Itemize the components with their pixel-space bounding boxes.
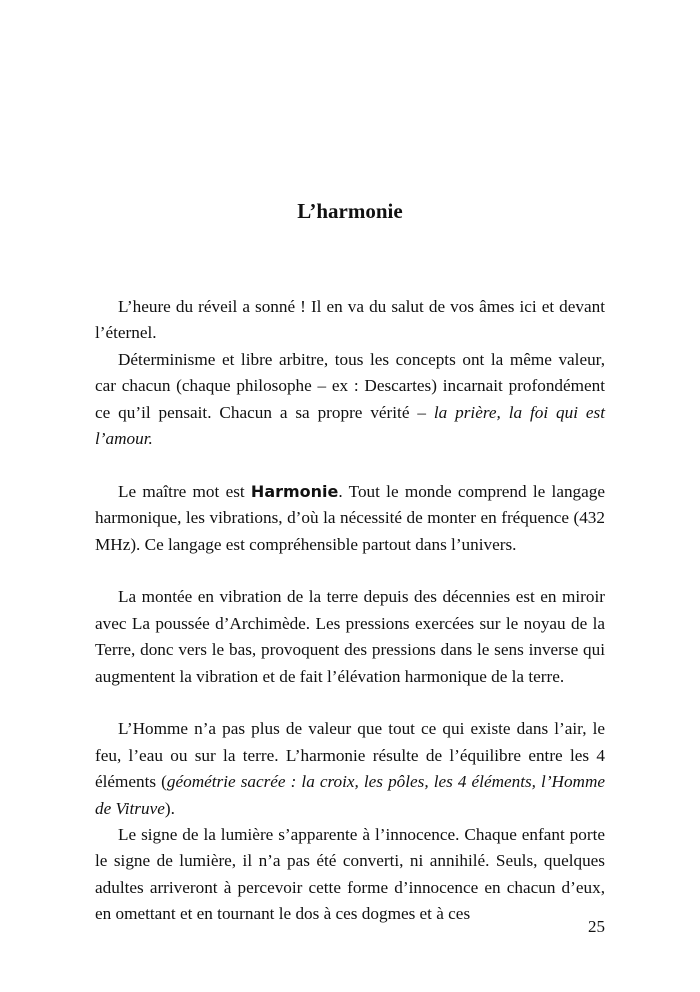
paragraph-text: L’Homme n’a pas plus de valeur que tout ce qui existe dans l’air, le feu, l’eau ou sur la terre. L’harmonie résulte de l’équilibre entre les 4 éléments ( [95,719,605,792]
italic-phrase: géométrie sacrée : la croix, les pôles, les 4 éléments, l’Homme de Vitruve [95,772,606,818]
paragraph-text: . Tout le monde comprend le langage harmonique, les vibrations, d’où la nécessité de monter en fréquence (432 MHz). Ce langage est compréhensible partout dans l’univers. [95,481,605,554]
paragraph-2 [95,347,605,453]
paragraph-3 [95,479,605,558]
paragraph-text: Déterminisme et libre arbitre, tous les concepts ont la même valeur, car chacun (chaque philosophe – ex : Descartes) incarnait profondément ce qu’il pensait. Chacun a sa propre vérité – [95,349,605,422]
italic-phrase: la prière, la foi qui est l’amour. [95,402,605,449]
bold-keyword: Harmonie [250,481,339,501]
paragraph-text: ). [164,798,175,818]
body-text [95,294,605,928]
paragraph-6 [95,822,605,928]
paragraph-text: Le signe de la lumière s’apparente à l’innocence. Chaque enfant porte le signe de lumière, il n’a pas été converti, ni annihilé. Seuls, quelques adultes arriveront à percevoir cette forme d’innocence en chacun d’eux, en omettant et en tournant le dos à ces dogmes et à ces [95,825,605,924]
chapter-title: L’harmonie [297,199,403,223]
page-number: 25 [588,917,605,936]
paragraph-5 [95,716,605,822]
paragraph-1 [95,294,605,347]
paragraph-text: Le maître mot est [118,481,251,501]
paragraph-text: La montée en vibration de la terre depuis des décennies est en miroir avec La poussée d’Archimède. Les pressions exercées sur le noyau de la Terre, donc vers le bas, provoquent des pressions dans le sens inverse qui augmentent la vibration et de fait l’élévation harmonique de la terre. [95,587,605,686]
paragraph-text: L’heure du réveil a sonné ! Il en va du salut de vos âmes ici et devant l’éternel. [95,297,605,343]
paragraph-4 [95,584,605,690]
